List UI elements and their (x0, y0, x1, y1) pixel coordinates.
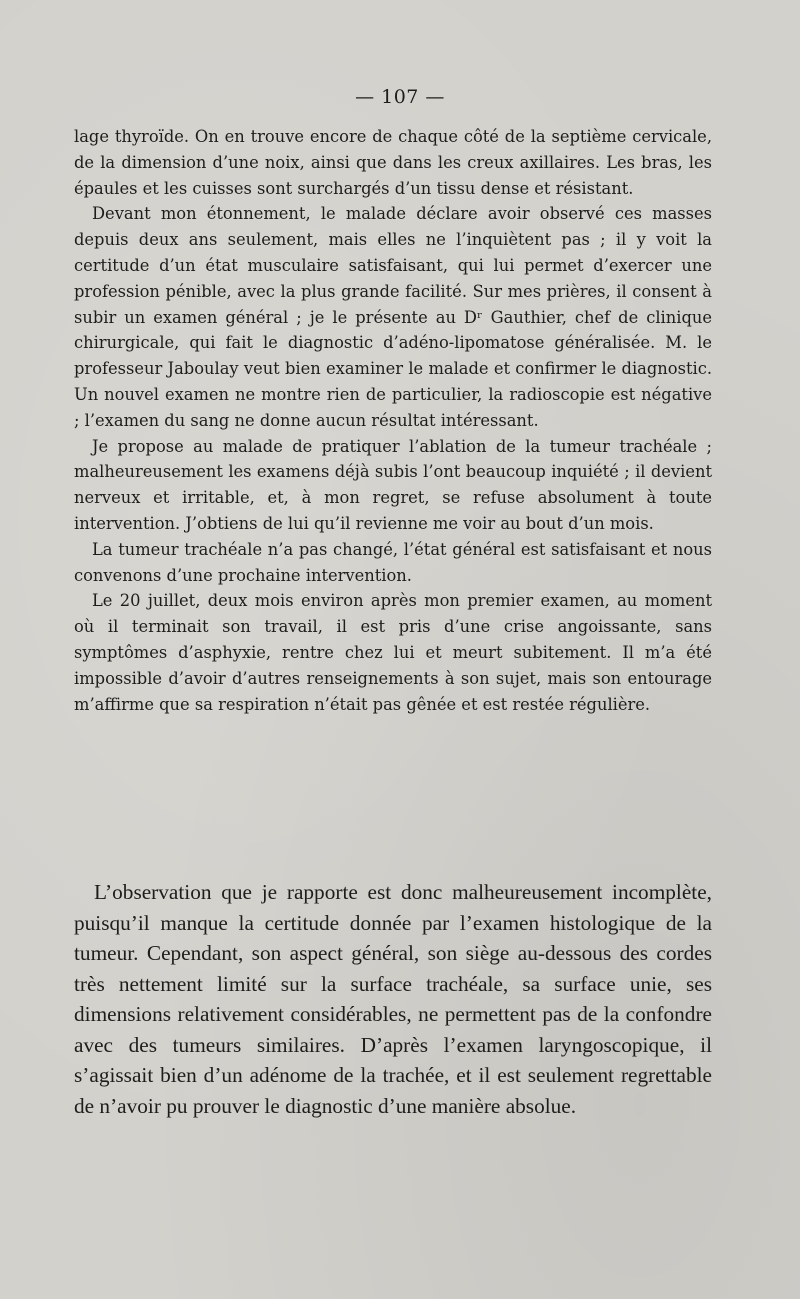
commentary-text (74, 877, 712, 1121)
paragraph: Le 20 juillet, deux mois environ après mon premier examen, au moment où il terminait son travail, il est pris d’une crise angoissante, sans symptômes d’asphyxie, rentre chez lui et meurt subitement. Il m’a été impossible d’avoir d’autres renseignements à son sujet, mais son entourage m’affirme que sa respiration n’était pas gênée et est restée régulière. (74, 591, 712, 714)
page-number: — 107 — (355, 86, 445, 108)
observation-text (74, 124, 712, 717)
paragraph: Je propose au malade de pratiquer l’ablation de la tumeur trachéale ; malheureusement les examens déjà subis l’ont beaucoup inquiété ; il devient nerveux et irritable, et, à mon regret, se refuse absolument à toute intervention. J’obtiens de lui qu’il revienne me voir au bout d’un mois. (74, 436, 712, 533)
paragraph: lage thyroïde. On en trouve encore de chaque côté de la septième cervicale, de la dimension d’une noix, ainsi que dans les creux axillaires. Les bras, les épaules et les cuisses sont surchargés d’un tissu dense et résistant. (74, 127, 712, 198)
paragraph: L’observation que je rapporte est donc malheureusement incomplète, puisqu’il manque la certitude donnée par l’examen histologique de la tumeur. Cependant, son aspect général, son siège au-dessous des cordes très nettement limité sur la surface trachéale, sa surface unie, ses dimensions relativement considérables, ne permettent pas de la confondre avec des tumeurs similaires. D’après l’examen laryngoscopique, il s’agissait bien d’un adénome de la trachée, et il est seulement regrettable de n’avoir pu prouver le diagnostic d’une manière absolue. (74, 880, 712, 1118)
paragraph: La tumeur trachéale n’a pas changé, l’état général est satisfaisant et nous convenons d’une prochaine intervention. (74, 539, 712, 585)
paragraph: Devant mon étonnement, le malade déclare avoir observé ces masses depuis deux ans seulement, mais elles ne l’inquiètent pas ; il y voit la certitude d’un état musculaire satisfaisant, qui lui permet d’exercer une profession pénible, avec la plus grande facilité. Sur mes prières, il consent à subir un examen général ; je le présente au Dʳ Gauthier, chef de clinique chirurgicale, qui fait le diagnostic d’adéno-lipomatose généralisée. M. le professeur Jaboulay veut bien examiner le malade et confirmer le diagnostic. Un nouvel examen ne montre rien de particulier, la radioscopie est négative ; l’examen du sang ne donne aucun résultat intéressant. (74, 204, 712, 430)
